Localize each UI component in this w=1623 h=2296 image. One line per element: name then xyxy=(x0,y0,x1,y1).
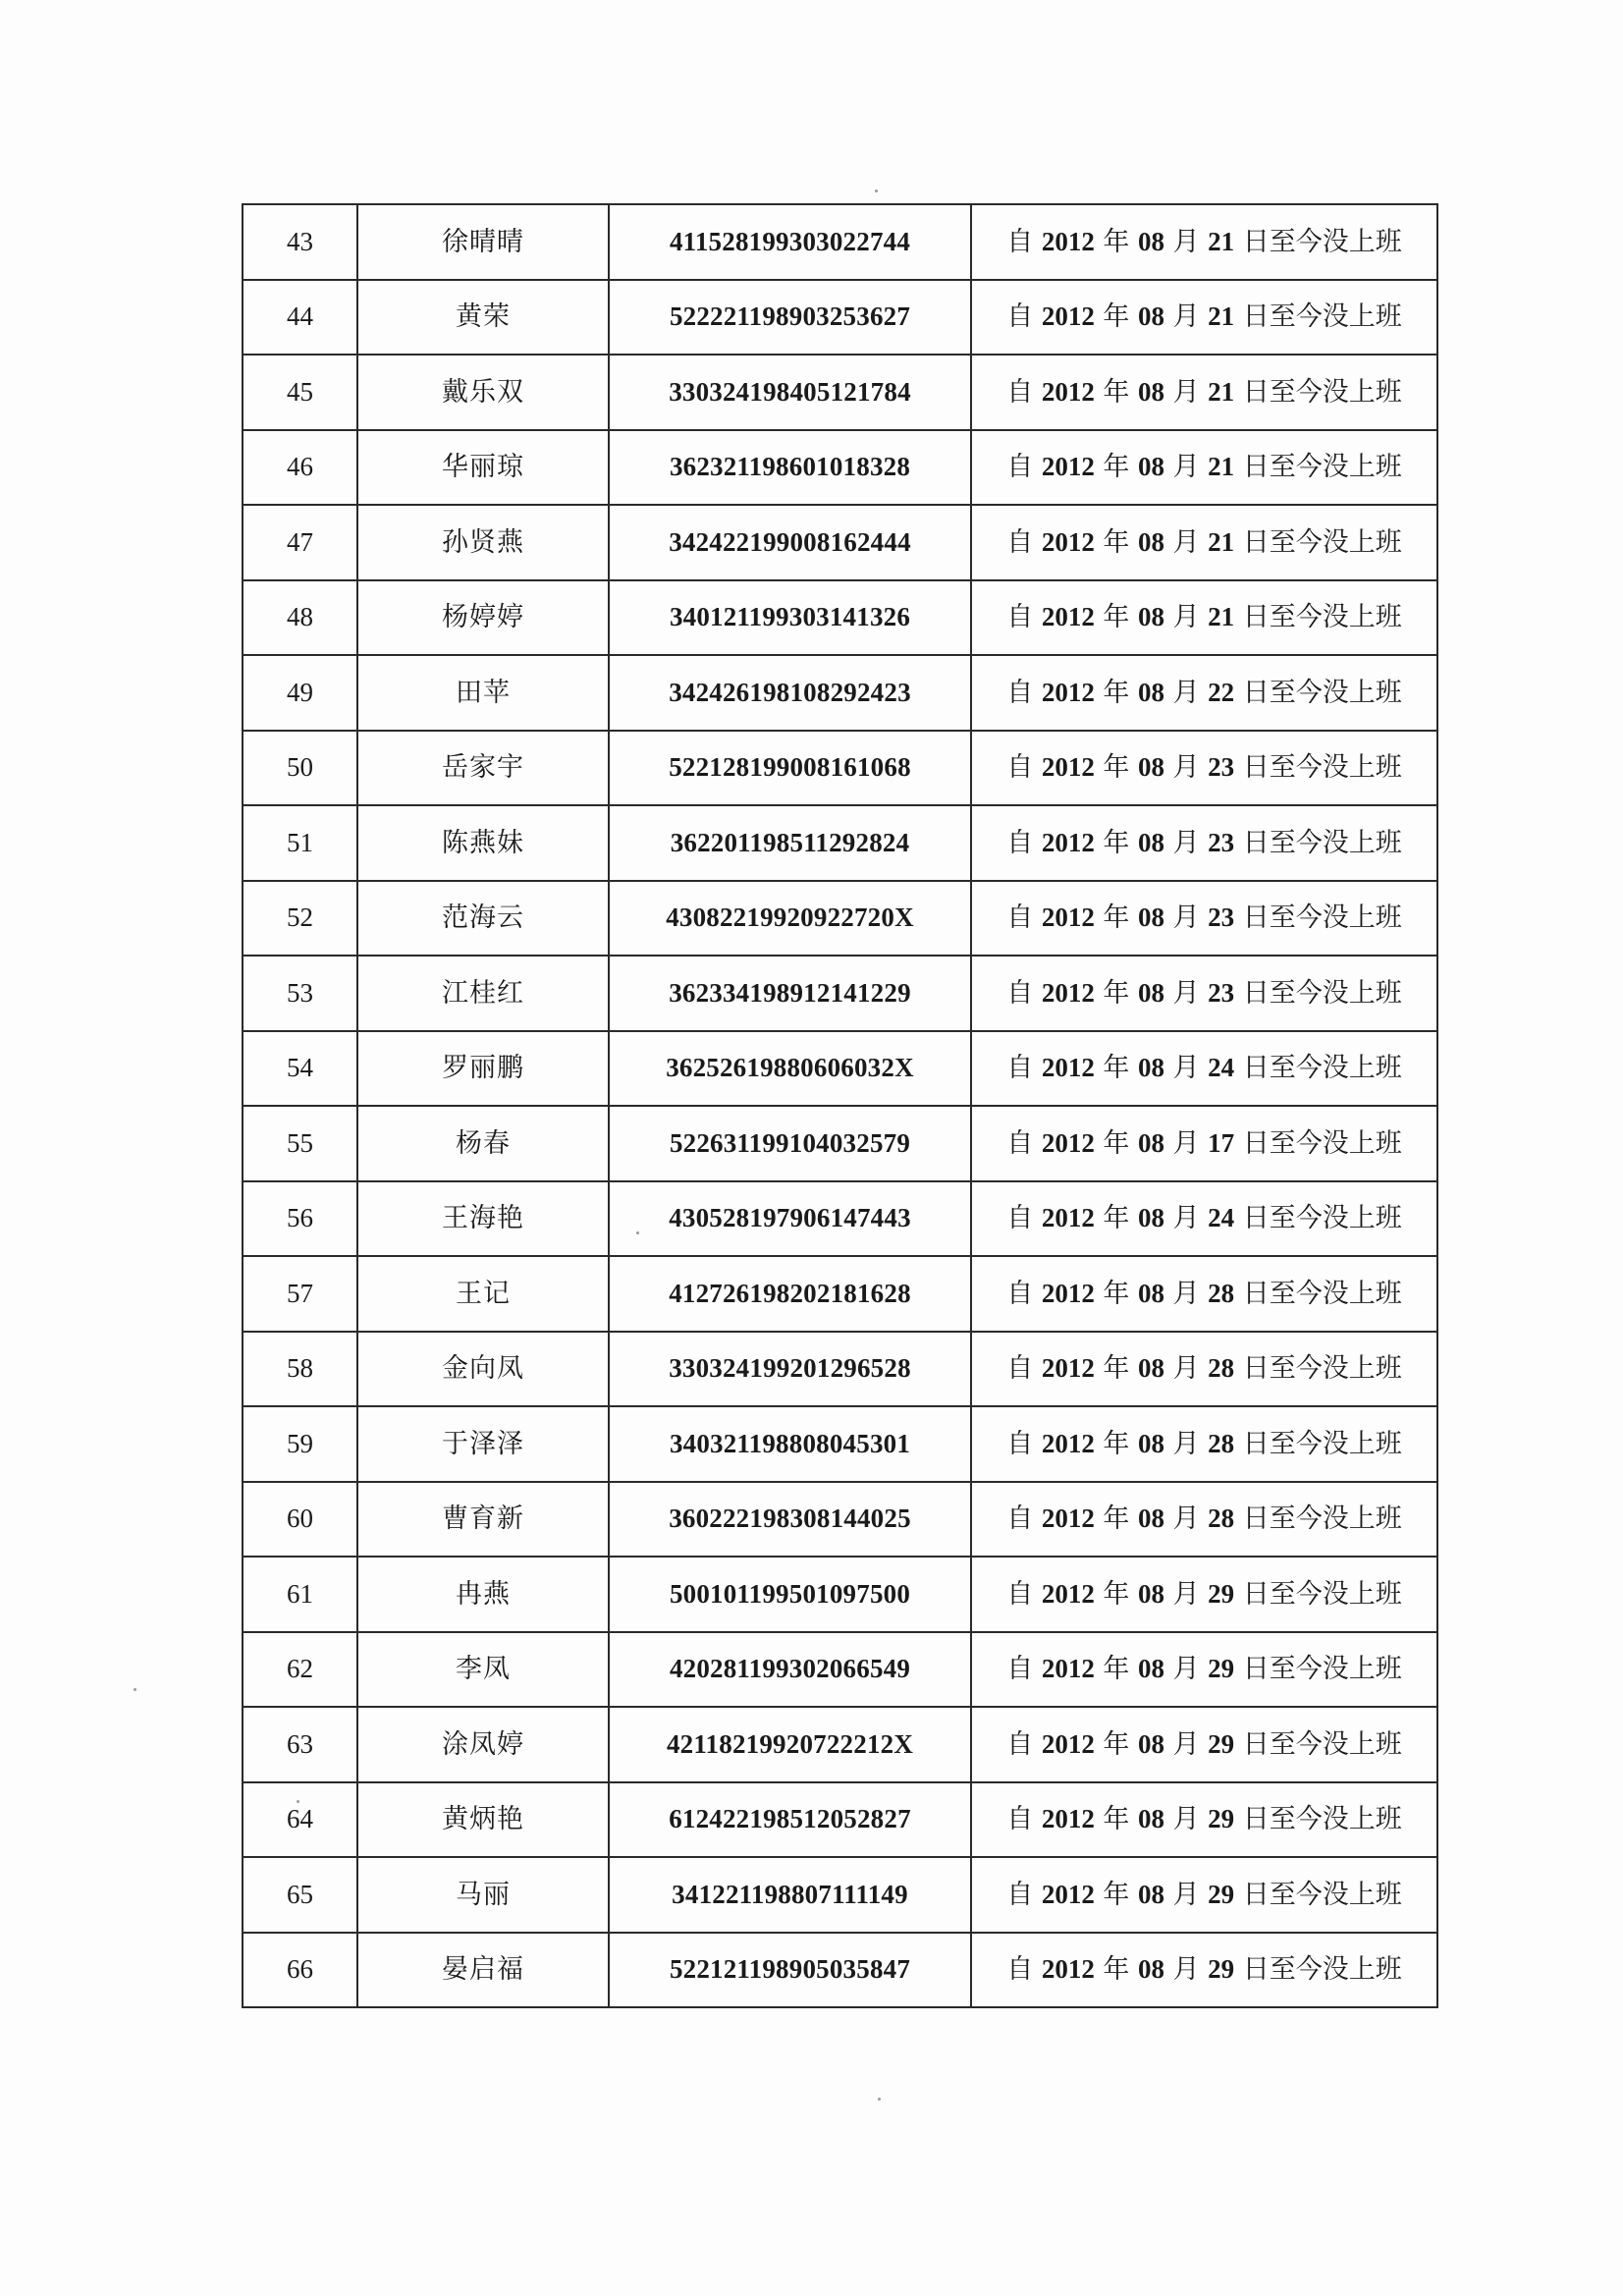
suffix-text: 日至今没上班 xyxy=(1234,1053,1402,1084)
id-number: 430528197906147443 xyxy=(609,1181,971,1257)
year-suffix-text: 年 xyxy=(1094,1578,1138,1610)
id-number: 36252619880606032X xyxy=(609,1031,971,1107)
month-suffix-text: 月 xyxy=(1164,1278,1209,1309)
remark-month: 08 xyxy=(1138,677,1164,707)
remark-year: 2012 xyxy=(1041,226,1095,256)
remark-year: 2012 xyxy=(1041,1203,1095,1233)
prefix-text: 自 xyxy=(1006,752,1042,784)
month-suffix-text: 月 xyxy=(1164,1428,1209,1459)
remark-year: 2012 xyxy=(1041,902,1095,933)
year-suffix-text: 年 xyxy=(1094,1203,1138,1234)
id-number: 342422199008162444 xyxy=(609,505,971,580)
remark-day: 17 xyxy=(1208,1127,1235,1158)
suffix-text: 日至今没上班 xyxy=(1234,827,1402,858)
year-suffix-text: 年 xyxy=(1094,752,1138,784)
remark-month: 08 xyxy=(1138,1804,1164,1834)
month-suffix-text: 月 xyxy=(1164,902,1209,934)
remark-month: 08 xyxy=(1138,1578,1164,1609)
table-row xyxy=(243,204,1437,280)
prefix-text: 自 xyxy=(1006,1428,1042,1459)
id-number: 341221198807111149 xyxy=(609,1857,971,1933)
employee-name: 华丽琼 xyxy=(357,430,609,506)
suffix-text: 日至今没上班 xyxy=(1234,452,1402,483)
table-row xyxy=(243,1857,1437,1933)
year-suffix-text: 年 xyxy=(1094,1127,1138,1159)
month-suffix-text: 月 xyxy=(1164,1578,1209,1610)
month-suffix-text: 月 xyxy=(1164,752,1209,784)
remark-month: 08 xyxy=(1138,1278,1164,1308)
table-row xyxy=(243,1106,1437,1181)
table-row xyxy=(243,1031,1437,1107)
remark-day: 23 xyxy=(1208,977,1235,1008)
row-number: 63 xyxy=(243,1707,357,1782)
prefix-text: 自 xyxy=(1006,602,1042,633)
id-number: 330324199201296528 xyxy=(609,1332,971,1407)
absence-remark xyxy=(971,1632,1437,1708)
row-number: 50 xyxy=(243,731,357,806)
month-suffix-text: 月 xyxy=(1164,376,1209,408)
remark-month: 08 xyxy=(1138,1954,1164,1985)
suffix-text: 日至今没上班 xyxy=(1234,1203,1402,1234)
absence-roster-table xyxy=(242,203,1438,2008)
absence-remark xyxy=(971,204,1437,280)
absence-remark xyxy=(971,1256,1437,1332)
month-suffix-text: 月 xyxy=(1164,526,1209,558)
prefix-text: 自 xyxy=(1006,1278,1042,1309)
absence-remark xyxy=(971,956,1437,1031)
year-suffix-text: 年 xyxy=(1094,1353,1138,1385)
remark-year: 2012 xyxy=(1041,1053,1095,1083)
remark-year: 2012 xyxy=(1041,1654,1095,1684)
year-suffix-text: 年 xyxy=(1094,1428,1138,1459)
year-suffix-text: 年 xyxy=(1094,301,1138,333)
remark-day: 28 xyxy=(1208,1278,1235,1308)
month-suffix-text: 月 xyxy=(1164,452,1209,483)
absence-remark xyxy=(971,430,1437,506)
month-suffix-text: 月 xyxy=(1164,301,1209,333)
absence-remark xyxy=(971,1933,1437,2008)
employee-name: 晏启福 xyxy=(357,1933,609,2008)
id-number: 500101199501097500 xyxy=(609,1557,971,1632)
remark-day: 28 xyxy=(1208,1353,1235,1384)
month-suffix-text: 月 xyxy=(1164,827,1209,858)
remark-year: 2012 xyxy=(1041,526,1095,557)
prefix-text: 自 xyxy=(1006,526,1042,558)
absence-remark xyxy=(971,1857,1437,1933)
employee-name: 戴乐双 xyxy=(357,355,609,430)
table-row xyxy=(243,505,1437,580)
month-suffix-text: 月 xyxy=(1164,677,1209,708)
prefix-text: 自 xyxy=(1006,827,1042,858)
remark-year: 2012 xyxy=(1041,1728,1095,1759)
table-row xyxy=(243,1482,1437,1558)
table-row xyxy=(243,280,1437,355)
year-suffix-text: 年 xyxy=(1094,677,1138,708)
remark-year: 2012 xyxy=(1041,1879,1095,1909)
suffix-text: 日至今没上班 xyxy=(1234,526,1402,558)
remark-day: 29 xyxy=(1208,1954,1235,1985)
prefix-text: 自 xyxy=(1006,1954,1042,1986)
suffix-text: 日至今没上班 xyxy=(1234,226,1402,257)
table-row xyxy=(243,805,1437,881)
suffix-text: 日至今没上班 xyxy=(1234,301,1402,333)
remark-month: 08 xyxy=(1138,301,1164,332)
id-number: 522121198905035847 xyxy=(609,1933,971,2008)
id-number: 362321198601018328 xyxy=(609,430,971,506)
remark-month: 08 xyxy=(1138,226,1164,256)
id-number: 420281199302066549 xyxy=(609,1632,971,1708)
employee-name: 冉燕 xyxy=(357,1557,609,1632)
table-row xyxy=(243,355,1437,430)
year-suffix-text: 年 xyxy=(1094,1804,1138,1835)
remark-month: 08 xyxy=(1138,977,1164,1008)
row-number: 51 xyxy=(243,805,357,881)
remark-day: 23 xyxy=(1208,752,1235,783)
year-suffix-text: 年 xyxy=(1094,1954,1138,1986)
remark-day: 21 xyxy=(1208,602,1235,632)
month-suffix-text: 月 xyxy=(1164,1503,1209,1535)
month-suffix-text: 月 xyxy=(1164,1203,1209,1234)
month-suffix-text: 月 xyxy=(1164,1654,1209,1685)
row-number: 66 xyxy=(243,1933,357,2008)
id-number: 43082219920922720X xyxy=(609,881,971,957)
id-number: 612422198512052827 xyxy=(609,1782,971,1858)
row-number: 61 xyxy=(243,1557,357,1632)
remark-day: 28 xyxy=(1208,1503,1235,1534)
remark-year: 2012 xyxy=(1041,1503,1095,1534)
remark-month: 08 xyxy=(1138,752,1164,783)
year-suffix-text: 年 xyxy=(1094,1278,1138,1309)
absence-remark xyxy=(971,280,1437,355)
prefix-text: 自 xyxy=(1006,226,1042,257)
remark-year: 2012 xyxy=(1041,1278,1095,1308)
prefix-text: 自 xyxy=(1006,376,1042,408)
id-number: 360222198308144025 xyxy=(609,1482,971,1558)
remark-month: 08 xyxy=(1138,827,1164,857)
remark-year: 2012 xyxy=(1041,1353,1095,1384)
scan-speck xyxy=(875,190,878,192)
employee-name: 陈燕妹 xyxy=(357,805,609,881)
employee-name: 范海云 xyxy=(357,881,609,957)
prefix-text: 自 xyxy=(1006,1203,1042,1234)
remark-year: 2012 xyxy=(1041,1804,1095,1834)
remark-year: 2012 xyxy=(1041,376,1095,407)
row-number: 52 xyxy=(243,881,357,957)
table-row xyxy=(243,1332,1437,1407)
id-number: 362201198511292824 xyxy=(609,805,971,881)
remark-month: 08 xyxy=(1138,1654,1164,1684)
row-number: 47 xyxy=(243,505,357,580)
suffix-text: 日至今没上班 xyxy=(1234,1353,1402,1385)
prefix-text: 自 xyxy=(1006,301,1042,333)
absence-remark xyxy=(971,731,1437,806)
prefix-text: 自 xyxy=(1006,1503,1042,1535)
employee-name: 田苹 xyxy=(357,655,609,731)
id-number: 340321198808045301 xyxy=(609,1406,971,1482)
roster-body xyxy=(243,204,1437,2007)
remark-day: 21 xyxy=(1208,452,1235,482)
prefix-text: 自 xyxy=(1006,1127,1042,1159)
table-row xyxy=(243,1632,1437,1708)
suffix-text: 日至今没上班 xyxy=(1234,902,1402,934)
remark-year: 2012 xyxy=(1041,1428,1095,1458)
scan-speck xyxy=(878,2098,881,2101)
remark-day: 22 xyxy=(1208,677,1235,707)
scan-speck xyxy=(134,1688,136,1691)
scan-speck xyxy=(297,1800,299,1803)
remark-day: 29 xyxy=(1208,1654,1235,1684)
remark-year: 2012 xyxy=(1041,452,1095,482)
employee-name: 杨春 xyxy=(357,1106,609,1181)
month-suffix-text: 月 xyxy=(1164,226,1209,257)
month-suffix-text: 月 xyxy=(1164,1954,1209,1986)
prefix-text: 自 xyxy=(1006,1353,1042,1385)
prefix-text: 自 xyxy=(1006,1053,1042,1084)
suffix-text: 日至今没上班 xyxy=(1234,1278,1402,1309)
month-suffix-text: 月 xyxy=(1164,1728,1209,1760)
id-number: 411528199303022744 xyxy=(609,204,971,280)
row-number: 62 xyxy=(243,1632,357,1708)
remark-day: 24 xyxy=(1208,1203,1235,1233)
remark-month: 08 xyxy=(1138,1053,1164,1083)
table-row xyxy=(243,1782,1437,1858)
row-number: 53 xyxy=(243,956,357,1031)
employee-name: 金向凤 xyxy=(357,1332,609,1407)
table-row xyxy=(243,1406,1437,1482)
remark-year: 2012 xyxy=(1041,677,1095,707)
table-row xyxy=(243,655,1437,731)
id-number: 340121199303141326 xyxy=(609,580,971,656)
employee-name: 曹育新 xyxy=(357,1482,609,1558)
suffix-text: 日至今没上班 xyxy=(1234,1127,1402,1159)
remark-day: 21 xyxy=(1208,226,1235,256)
absence-remark xyxy=(971,1031,1437,1107)
id-number: 362334198912141229 xyxy=(609,956,971,1031)
table-row xyxy=(243,430,1437,506)
employee-name: 孙贤燕 xyxy=(357,505,609,580)
table-row xyxy=(243,881,1437,957)
remark-year: 2012 xyxy=(1041,1578,1095,1609)
scan-speck xyxy=(636,1231,639,1234)
year-suffix-text: 年 xyxy=(1094,1879,1138,1910)
remark-day: 29 xyxy=(1208,1578,1235,1609)
prefix-text: 自 xyxy=(1006,977,1042,1009)
suffix-text: 日至今没上班 xyxy=(1234,1578,1402,1610)
table-row xyxy=(243,731,1437,806)
month-suffix-text: 月 xyxy=(1164,1879,1209,1910)
row-number: 49 xyxy=(243,655,357,731)
suffix-text: 日至今没上班 xyxy=(1234,1503,1402,1535)
row-number: 56 xyxy=(243,1181,357,1257)
remark-day: 21 xyxy=(1208,526,1235,557)
row-number: 46 xyxy=(243,430,357,506)
row-number: 60 xyxy=(243,1482,357,1558)
year-suffix-text: 年 xyxy=(1094,452,1138,483)
row-number: 48 xyxy=(243,580,357,656)
year-suffix-text: 年 xyxy=(1094,602,1138,633)
employee-name: 黄荣 xyxy=(357,280,609,355)
month-suffix-text: 月 xyxy=(1164,1127,1209,1159)
prefix-text: 自 xyxy=(1006,1578,1042,1610)
remark-year: 2012 xyxy=(1041,827,1095,857)
remark-day: 24 xyxy=(1208,1053,1235,1083)
suffix-text: 日至今没上班 xyxy=(1234,1879,1402,1910)
month-suffix-text: 月 xyxy=(1164,602,1209,633)
row-number: 59 xyxy=(243,1406,357,1482)
remark-month: 08 xyxy=(1138,1728,1164,1759)
absence-remark xyxy=(971,805,1437,881)
remark-month: 08 xyxy=(1138,526,1164,557)
prefix-text: 自 xyxy=(1006,452,1042,483)
id-number: 522631199104032579 xyxy=(609,1106,971,1181)
remark-year: 2012 xyxy=(1041,301,1095,332)
year-suffix-text: 年 xyxy=(1094,526,1138,558)
prefix-text: 自 xyxy=(1006,1654,1042,1685)
remark-year: 2012 xyxy=(1041,1954,1095,1985)
employee-name: 徐晴晴 xyxy=(357,204,609,280)
row-number: 57 xyxy=(243,1256,357,1332)
absence-remark xyxy=(971,1332,1437,1407)
year-suffix-text: 年 xyxy=(1094,827,1138,858)
table-row xyxy=(243,1933,1437,2008)
absence-remark xyxy=(971,505,1437,580)
employee-name: 涂凤婷 xyxy=(357,1707,609,1782)
employee-name: 杨婷婷 xyxy=(357,580,609,656)
remark-year: 2012 xyxy=(1041,1127,1095,1158)
row-number: 58 xyxy=(243,1332,357,1407)
month-suffix-text: 月 xyxy=(1164,1053,1209,1084)
employee-name: 李凤 xyxy=(357,1632,609,1708)
remark-month: 08 xyxy=(1138,902,1164,933)
suffix-text: 日至今没上班 xyxy=(1234,752,1402,784)
id-number: 342426198108292423 xyxy=(609,655,971,731)
absence-remark xyxy=(971,1406,1437,1482)
remark-year: 2012 xyxy=(1041,602,1095,632)
prefix-text: 自 xyxy=(1006,902,1042,934)
absence-remark xyxy=(971,1557,1437,1632)
remark-day: 29 xyxy=(1208,1879,1235,1909)
remark-day: 21 xyxy=(1208,376,1235,407)
table-row xyxy=(243,1256,1437,1332)
row-number: 45 xyxy=(243,355,357,430)
table-row xyxy=(243,1557,1437,1632)
remark-month: 08 xyxy=(1138,602,1164,632)
year-suffix-text: 年 xyxy=(1094,1728,1138,1760)
id-number: 412726198202181628 xyxy=(609,1256,971,1332)
row-number: 64 xyxy=(243,1782,357,1858)
suffix-text: 日至今没上班 xyxy=(1234,376,1402,408)
remark-month: 08 xyxy=(1138,1127,1164,1158)
year-suffix-text: 年 xyxy=(1094,902,1138,934)
year-suffix-text: 年 xyxy=(1094,376,1138,408)
absence-remark xyxy=(971,1181,1437,1257)
remark-month: 08 xyxy=(1138,452,1164,482)
suffix-text: 日至今没上班 xyxy=(1234,1804,1402,1835)
row-number: 65 xyxy=(243,1857,357,1933)
remark-month: 08 xyxy=(1138,1503,1164,1534)
row-number: 43 xyxy=(243,204,357,280)
id-number: 522128199008161068 xyxy=(609,731,971,806)
remark-month: 08 xyxy=(1138,1203,1164,1233)
absence-remark xyxy=(971,580,1437,656)
remark-day: 23 xyxy=(1208,902,1235,933)
employee-name: 于泽泽 xyxy=(357,1406,609,1482)
id-number: 522221198903253627 xyxy=(609,280,971,355)
employee-name: 马丽 xyxy=(357,1857,609,1933)
remark-month: 08 xyxy=(1138,376,1164,407)
employee-name: 罗丽鹏 xyxy=(357,1031,609,1107)
prefix-text: 自 xyxy=(1006,1879,1042,1910)
employee-name: 岳家宇 xyxy=(357,731,609,806)
remark-year: 2012 xyxy=(1041,977,1095,1008)
absence-remark xyxy=(971,1482,1437,1558)
remark-day: 28 xyxy=(1208,1428,1235,1458)
suffix-text: 日至今没上班 xyxy=(1234,1654,1402,1685)
remark-month: 08 xyxy=(1138,1428,1164,1458)
remark-year: 2012 xyxy=(1041,752,1095,783)
employee-name: 王海艳 xyxy=(357,1181,609,1257)
suffix-text: 日至今没上班 xyxy=(1234,602,1402,633)
month-suffix-text: 月 xyxy=(1164,1353,1209,1385)
suffix-text: 日至今没上班 xyxy=(1234,977,1402,1009)
suffix-text: 日至今没上班 xyxy=(1234,1954,1402,1986)
month-suffix-text: 月 xyxy=(1164,977,1209,1009)
employee-name: 黄炳艳 xyxy=(357,1782,609,1858)
absence-remark xyxy=(971,1782,1437,1858)
year-suffix-text: 年 xyxy=(1094,977,1138,1009)
year-suffix-text: 年 xyxy=(1094,1654,1138,1685)
suffix-text: 日至今没上班 xyxy=(1234,1428,1402,1459)
table-row xyxy=(243,1707,1437,1782)
row-number: 55 xyxy=(243,1106,357,1181)
table-row xyxy=(243,1181,1437,1257)
absence-remark xyxy=(971,1707,1437,1782)
remark-day: 29 xyxy=(1208,1728,1235,1759)
remark-month: 08 xyxy=(1138,1879,1164,1909)
id-number: 330324198405121784 xyxy=(609,355,971,430)
row-number: 44 xyxy=(243,280,357,355)
prefix-text: 自 xyxy=(1006,1728,1042,1760)
id-number: 42118219920722212X xyxy=(609,1707,971,1782)
employee-name: 江桂红 xyxy=(357,956,609,1031)
absence-remark xyxy=(971,1106,1437,1181)
year-suffix-text: 年 xyxy=(1094,1503,1138,1535)
year-suffix-text: 年 xyxy=(1094,1053,1138,1084)
remark-month: 08 xyxy=(1138,1353,1164,1384)
year-suffix-text: 年 xyxy=(1094,226,1138,257)
row-number: 54 xyxy=(243,1031,357,1107)
absence-remark xyxy=(971,355,1437,430)
absence-remark xyxy=(971,655,1437,731)
prefix-text: 自 xyxy=(1006,677,1042,708)
suffix-text: 日至今没上班 xyxy=(1234,1728,1402,1760)
table-row xyxy=(243,956,1437,1031)
table-row xyxy=(243,580,1437,656)
prefix-text: 自 xyxy=(1006,1804,1042,1835)
suffix-text: 日至今没上班 xyxy=(1234,677,1402,708)
employee-name: 王记 xyxy=(357,1256,609,1332)
remark-day: 21 xyxy=(1208,301,1235,332)
remark-day: 23 xyxy=(1208,827,1235,857)
month-suffix-text: 月 xyxy=(1164,1804,1209,1835)
absence-remark xyxy=(971,881,1437,957)
remark-day: 29 xyxy=(1208,1804,1235,1834)
